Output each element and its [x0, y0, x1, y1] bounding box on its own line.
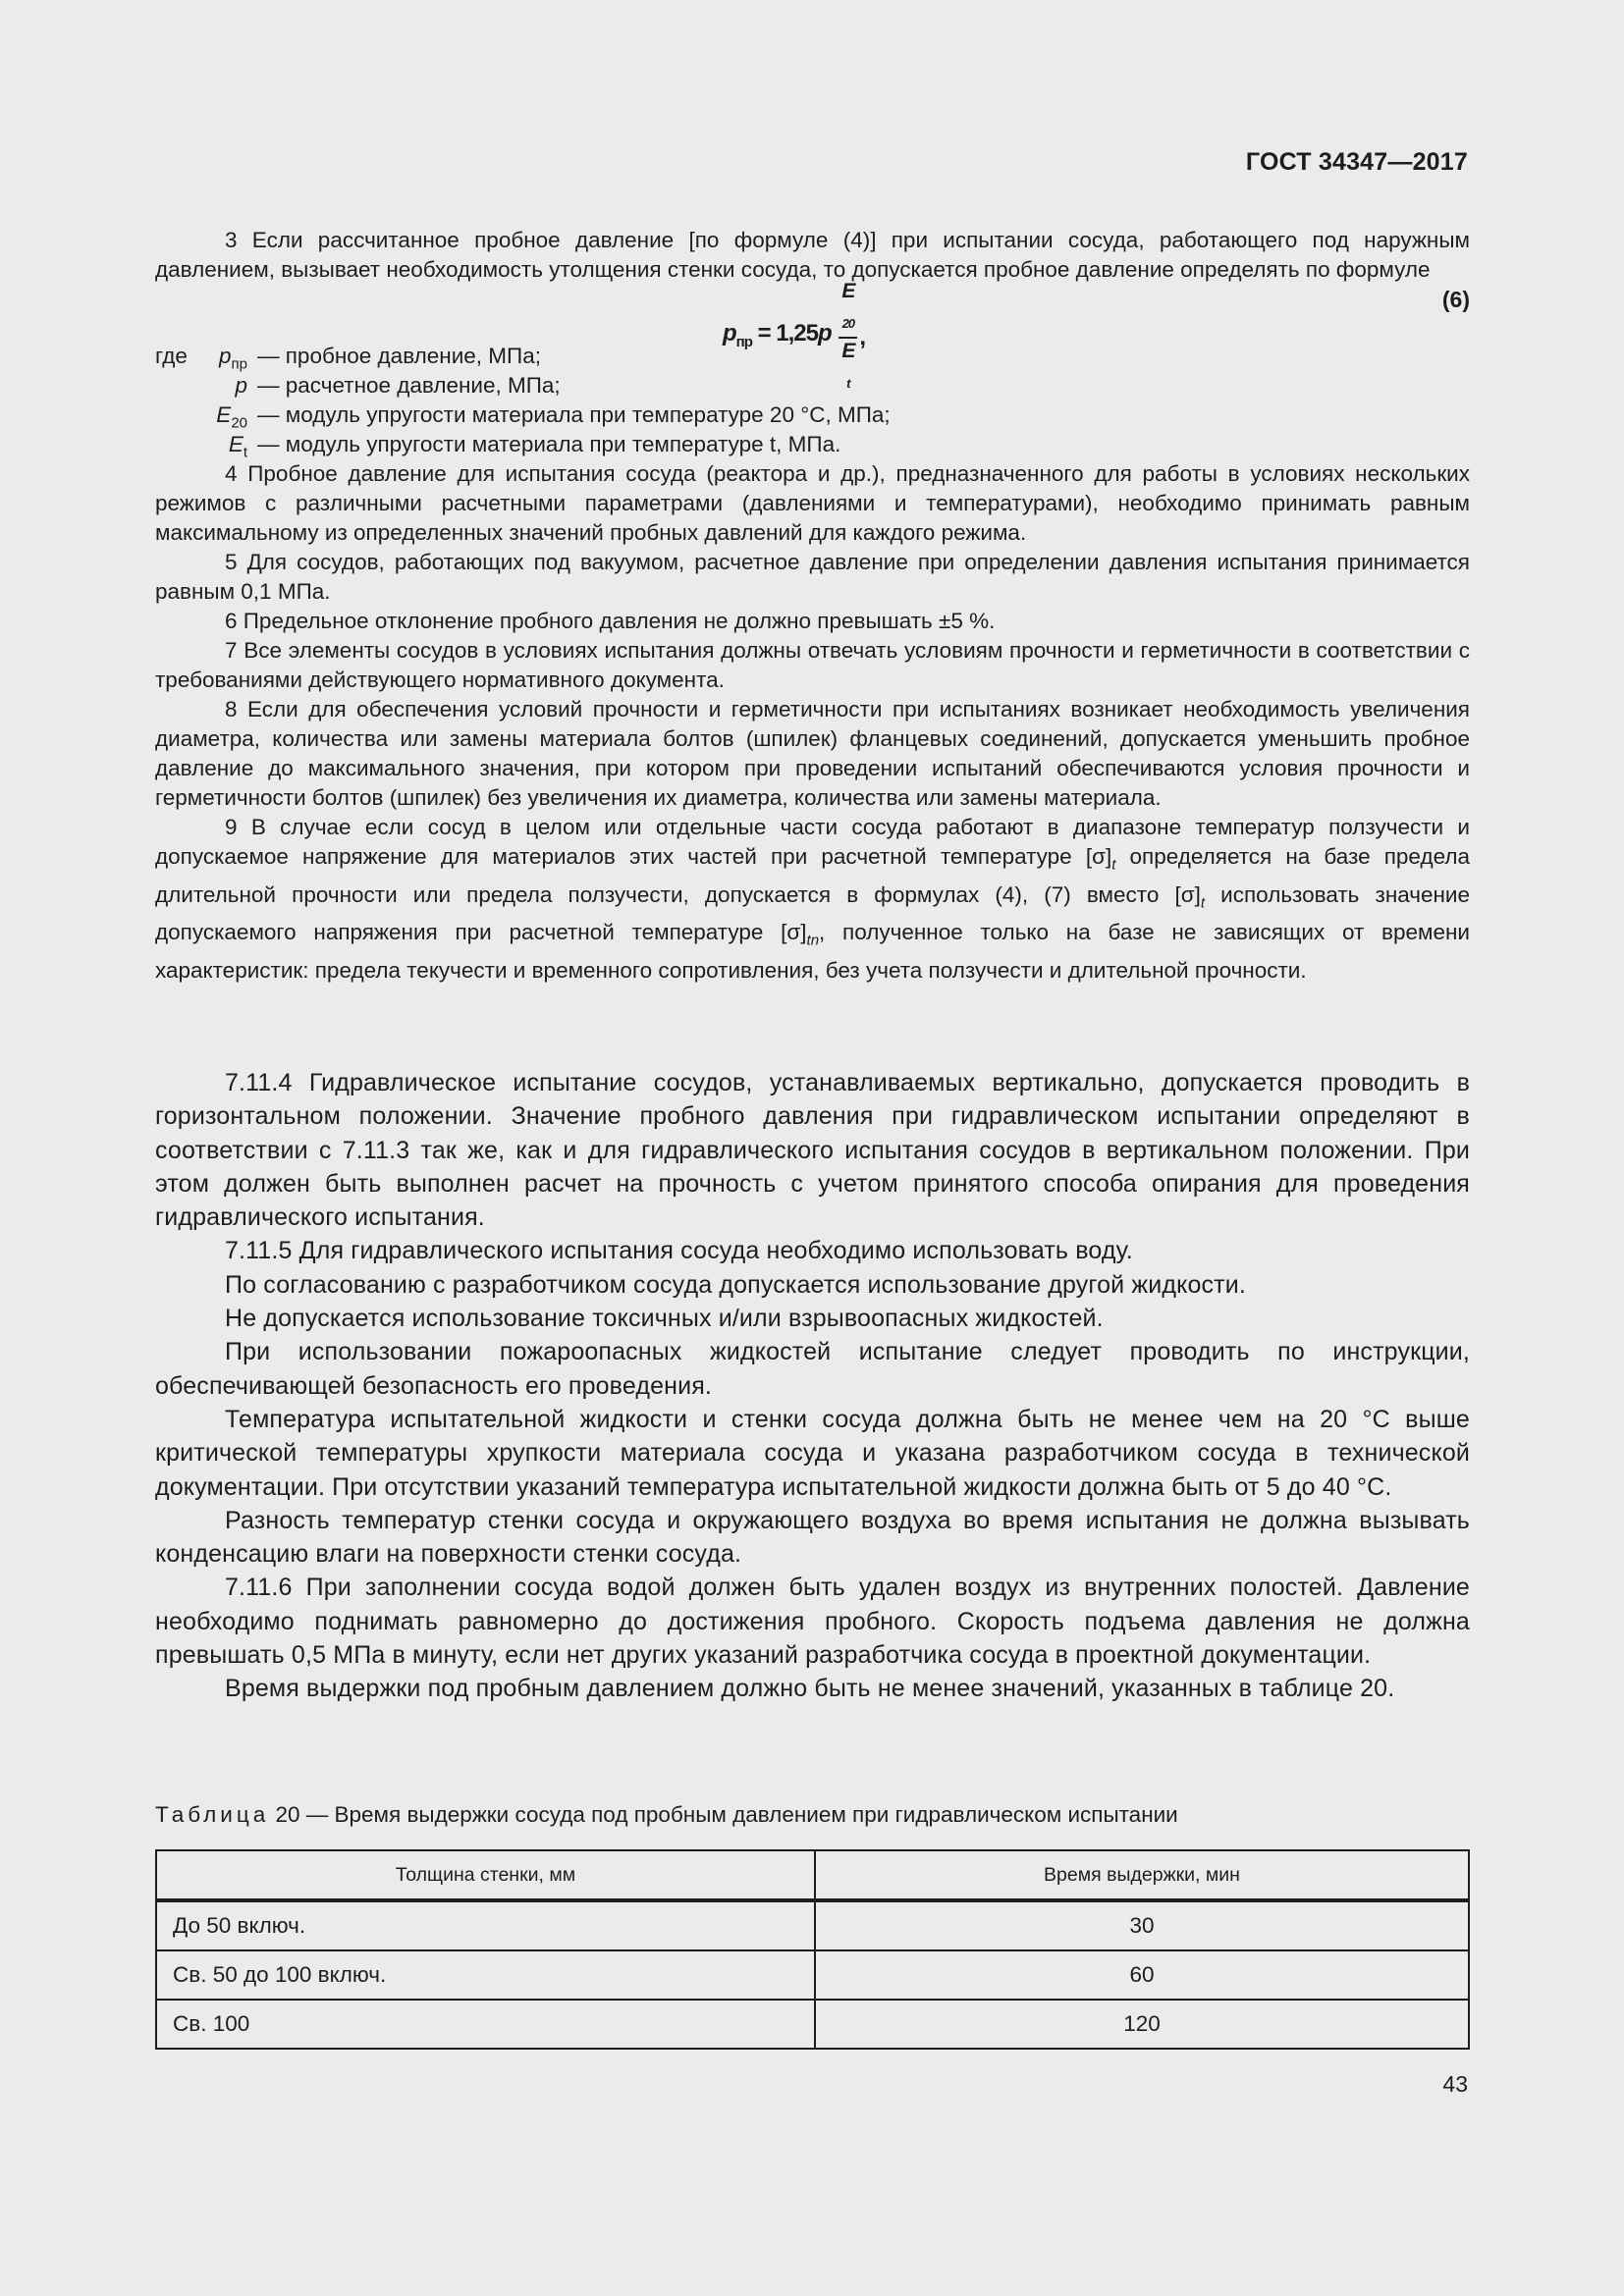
- formula-definitions: [155, 342, 1470, 459]
- paragraph-7-11-4: 7.11.4 Гидравлическое испытание сосудов, устанавливаемых вертикально, допускается проводить в горизонтальном положении. Значение пробного давления при гидравлическом испытании определяют в соответствии с 7.11.3 так же, как и для гидравлического испытания сосудов в вертикальном положении. При этом должен быть выполнен расчет на прочность с учетом принятого способа опирания для проведения гидравлического испытания.: [155, 1069, 1470, 1232]
- page-number: 43: [1442, 2071, 1468, 2097]
- note-5: 5 Для сосудов, работающих под вакуумом, расчетное давление при определении давления испытания принимается равным 0,1 МПа.: [155, 550, 1470, 604]
- paragraph-7-11-5: 7.11.5 Для гидравлического испытания сосуда необходимо использовать воду.: [225, 1237, 1133, 1265]
- paragraph: Не допускается использование токсичных и/или взрывоопасных жидкостей.: [225, 1305, 1104, 1333]
- formula-expression: $p_{пр} = 1,25p$ E $_{20}$ E $_t$ ,: [723, 280, 865, 392]
- paragraph: Время выдержки под пробным давлением должно быть не менее значений, указанных в таблице 20.: [225, 1675, 1395, 1703]
- table-cell: 60: [815, 1950, 1469, 2000]
- note-6: 6 Предельное отклонение пробного давления не должно превышать ±5 %.: [225, 609, 996, 633]
- paragraph: Температура испытательной жидкости и стенки сосуда должна быть не менее чем на 20 °С выше критической температуры хрупкости материала сосуда и указана разработчиком сосуда в технической документации. При отсутствии указаний температура испытательной жидкости должна быть от 5 до 40 °С.: [155, 1405, 1470, 1501]
- table-cell: Св. 100: [156, 2000, 815, 2049]
- table-row: [156, 1950, 1469, 2000]
- table-cell: До 50 включ.: [156, 1900, 815, 1950]
- document-id: ГОСТ 34347—2017: [1245, 148, 1468, 176]
- table-cell: 120: [815, 2000, 1469, 2049]
- table-row: [156, 2000, 1469, 2049]
- definition-row: где $p_{пр}$ — пробное давление, МПа;: [155, 344, 541, 373]
- definition-row: $E_{20}$ — модуль упругости материала при температуре 20 °С, МПа;: [216, 402, 891, 432]
- paragraph: По согласованию с разработчиком сосуда допускается использование другой жидкости.: [225, 1270, 1246, 1299]
- note-8: 8 Если для обеспечения условий прочности и герметичности при испытаниях возникает необходимость увеличения диаметра, количества или замены материала болтов (шпилек) фланцевых соединений, допускается уменьшить пробное давление до максимального значения, при котором при проведении испытаний обеспечиваются условия прочности и герметичности болтов (шпилек) без увеличения их диаметра, количества или замены материала.: [155, 697, 1470, 810]
- paragraph: Разность температур стенки сосуда и окружающего воздуха во время испытания не должна вызывать конденсацию влаги на поверхности стенки сосуда.: [155, 1506, 1470, 1569]
- paragraph-7-11-6: 7.11.6 При заполнении сосуда водой должен быть удален воздух из внутренних полостей. Давление необходимо поднимать равномерно до достижения пробного. Скорость подъема давления не должна превышать 0,5 МПа в минуту, если нет других указаний разработчика сосуда в проектной документации.: [155, 1574, 1470, 1670]
- note-9: 9 В случае если сосуд в целом или отдельные части сосуда работают в диапазоне температур ползучести и допускаемое напряжение для материалов этих частей при расчетной температуре $[\sigma]_t$ определяется на базе предела длительной прочности или предела ползучести, допускается в формулах (4), (7) вместо $[\sigma]_t$ использовать значение допускаемого напряжения при расчетной температуре $[\sigma]_{tn}$, полученное только на базе не зависящих от времени характеристик: предела текучести и временного сопротивления, без учета ползучести и длительной прочности.: [155, 815, 1471, 983]
- definition-row: p — расчетное давление, МПа;: [235, 373, 561, 398]
- notes-block: [155, 226, 1470, 986]
- column-header: Толщина стенки, мм: [156, 1850, 815, 1900]
- table-caption: Таблица 20 — Время выдержки сосуда под пробным давлением при гидравлическом испытании: [155, 1802, 1178, 1827]
- main-text: [155, 1066, 1470, 1706]
- paragraph: При использовании пожароопасных жидкостей испытание следует проводить по инструкции, обеспечивающей безопасность его проведения.: [155, 1338, 1470, 1400]
- note-4: 4 Пробное давление для испытания сосуда (реактора и др.), предназначенного для работы в условиях нескольких режимов с различными расчетными параметрами (давлениями и температурами), необходимо принимать равным максимальному из определенных значений пробных давлений для каждого режима.: [155, 461, 1470, 545]
- table-row: [156, 1900, 1469, 1950]
- table-cell: 30: [815, 1900, 1469, 1950]
- formula-number: (6): [1441, 287, 1470, 312]
- table-header-row: [156, 1850, 1469, 1900]
- definition-row: $E_t$ — модуль упругости материала при температуре t, МПа.: [228, 432, 841, 461]
- table-cell: Св. 50 до 100 включ.: [156, 1950, 815, 2000]
- holding-time-table: [155, 1849, 1470, 2050]
- note-3: 3 Если рассчитанное пробное давление [по формуле (4)] при испытании сосуда, работающего под наружным давлением, вызывает необходимость утолщения стенки сосуда, то допускается пробное давление определять по формуле: [155, 228, 1470, 282]
- note-7: 7 Все элементы сосудов в условиях испытания должны отвечать условиям прочности и герметичности в соответствии с требованиями действующего нормативного документа.: [155, 638, 1470, 692]
- column-header: Время выдержки, мин: [815, 1850, 1469, 1900]
